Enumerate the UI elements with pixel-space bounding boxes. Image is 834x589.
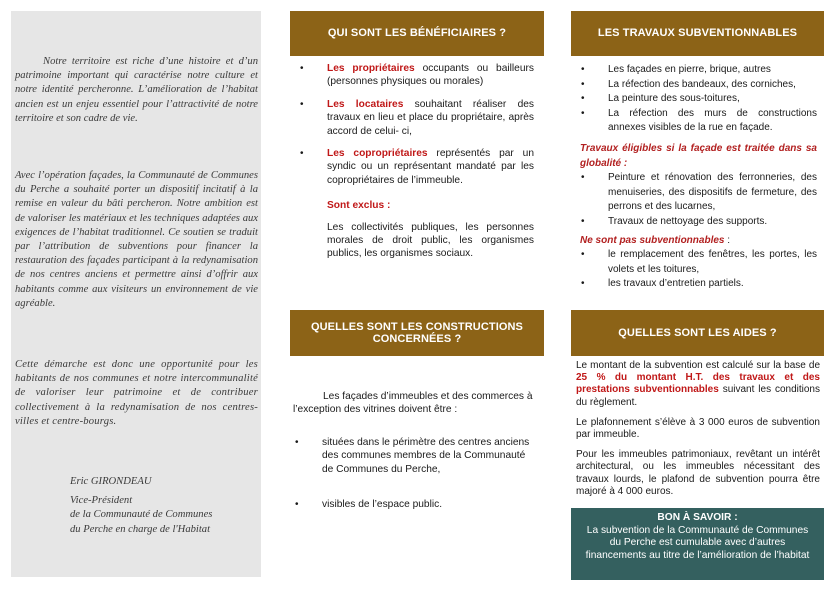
beneficiary-text: occupants ou bailleurs (personnes physiques ou morales) — [327, 63, 534, 88]
bullet-icon: • — [581, 64, 585, 75]
bullet-icon: • — [581, 249, 585, 261]
aides-paragraph-1 — [576, 360, 820, 409]
beneficiary-text: souhaitant réaliser des travaux en lieu et place du propriétaire, après accord de celui- ci, — [327, 98, 534, 137]
constructions-intro: Les façades d’immeubles et des commerces à l’exception des vitrines doivent être : — [293, 391, 533, 416]
list-item — [290, 436, 538, 476]
travaux-block — [571, 63, 817, 292]
list-item — [571, 171, 817, 215]
non-subventionnable-colon: : — [724, 234, 731, 246]
aides-text: suivant les conditions du règlement. — [576, 384, 820, 408]
travaux-item: Les façades en pierre, brique, autres — [608, 64, 771, 75]
travaux-header: LES TRAVAUX SUBVENTIONNABLES — [571, 11, 824, 56]
list-item — [571, 78, 817, 93]
bullet-icon: • — [581, 172, 585, 184]
signature-role-2: de la Communauté de Communes — [70, 509, 213, 520]
bullet-icon: • — [581, 78, 585, 90]
list-item — [571, 248, 817, 277]
travaux-item: La réfection des murs de constructions annexes visibles de la rue en façade. — [608, 107, 817, 134]
aides-paragraph-2: Le plafonnement s’élève à 3 000 euros de subvention par immeuble. — [576, 416, 820, 441]
non-item: les travaux d’entretien partiels. — [608, 278, 744, 290]
list-item — [290, 98, 534, 138]
beneficiary-term: Les propriétaires — [327, 63, 415, 74]
intro-paragraph-1: Notre territoire est riche d’une histoire et d’un patrimoine important qui caractérise notre culture et notre identité percheronne. L’amélioration de l’habitat ancien est un enjeu essentiel pour l’attractivité de notre territoire et son cadre de vie. — [15, 56, 258, 124]
intro-paragraph-3: Cette démarche est donc une opportunité pour les habitants de nos communes et notre intercommunalité de valoriser leur patrimoine et de contribuer collectivement à la redynamisation de nos centres-villes et centre-bourgs. — [15, 359, 258, 427]
intro-text-block-2 — [15, 169, 258, 311]
bullet-icon: • — [581, 93, 585, 105]
aides-block — [576, 360, 820, 498]
bullet-icon: • — [300, 98, 304, 110]
intro-paragraph-2: Avec l’opération façades, la Communauté de Communes du Perche a souhaité porter un dispositif incitatif à la remise en valeur du bâti percheron. Notre ambition est de valoriser les matériaux et les techniques adaptées aux exigences de l’habitat traditionnel. Ce soutien se traduit par l’attribution de subventions pour financer la restauration des façades participant à la redynamisation de nos centres anciens et permettre ainsi d’offrir aux habitants comme aux visiteurs un environnement de vie agréable. — [15, 170, 258, 309]
signature-block — [70, 475, 260, 537]
bon-title: BON À SAVOIR : — [657, 512, 738, 523]
non-subventionnable-line — [571, 234, 817, 249]
travaux-item: La peinture des sous-toitures, — [608, 93, 740, 105]
list-item — [290, 498, 538, 511]
bullet-icon: • — [300, 148, 304, 160]
list-item — [571, 63, 817, 78]
bon-text: La subvention de la Communauté de Communes du Perche est cumulable avec d’autres financements au titre de l’amélioration de l’habitat — [585, 524, 810, 561]
beneficiary-text: représentés par un syndic ou un représentant mandaté par les copropriétaires de l’immeuble. — [327, 148, 534, 186]
construction-item: visibles de l’espace public. — [322, 499, 443, 511]
exclus-text: Les collectivités publiques, les personnes morales de droit public, les organismes publics, les organismes sociaux. — [327, 221, 534, 260]
beneficiaires-list — [290, 62, 534, 261]
bullet-icon: • — [581, 278, 585, 290]
signature-role-3: du Perche en charge de l'Habitat — [70, 523, 211, 535]
aides-highlight: 25 % du montant H.T. des travaux et des prestations subventionnables — [576, 372, 820, 396]
aides-paragraph-3: Pour les immeubles patrimoniaux, revêtant un intérêt architectural, ou les immeubles nécessitant des travaux lourds, le plafond de subvention pourra être majoré à 4 000 euros. — [576, 449, 820, 497]
signature-role-1: Vice-Président — [70, 494, 133, 506]
beneficiary-term: Les locataires — [327, 98, 404, 110]
constructions-block — [290, 390, 538, 520]
beneficiaires-header: QUI SONT LES BÉNÉFICIAIRES ? — [290, 11, 544, 56]
list-item — [571, 277, 817, 292]
aides-text: Le montant de la subvention est calculé sur la base de — [576, 360, 820, 371]
non-item: le remplacement des fenêtres, les portes, les volets et les toitures, — [608, 249, 817, 275]
intro-text-block-3 — [15, 358, 258, 429]
bullet-icon: • — [295, 499, 299, 511]
aides-header: QUELLES SONT LES AIDES ? — [571, 310, 824, 356]
travaux-item: La réfection des bandeaux, des corniches, — [608, 78, 796, 90]
list-item — [571, 215, 817, 230]
list-item — [571, 107, 817, 136]
list-item — [290, 62, 534, 89]
eligible-item: Peinture et rénovation des ferronneries, des menuiseries, des dispositifs de fermeture, des perrons et des lucarnes, — [608, 172, 817, 213]
constructions-header: QUELLES SONT LES CONSTRUCTIONS CONCERNÉES ? — [290, 310, 544, 356]
construction-item: situées dans le périmètre des centres anciens des communes membres de la Communauté de Communes du Perche, — [322, 436, 530, 475]
eligible-title: Travaux éligibles si la façade est traitée dans sa globalité : — [580, 142, 817, 169]
bon-a-savoir-box — [571, 508, 824, 580]
eligible-item: Travaux de nettoyage des supports. — [608, 215, 768, 227]
bullet-icon: • — [581, 215, 585, 227]
exclus-title: Sont exclus : — [327, 200, 391, 212]
signature-name: Eric GIRONDEAU — [70, 476, 152, 487]
bullet-icon: • — [300, 63, 304, 74]
non-subventionnable-title: Ne sont pas subventionnables — [580, 234, 725, 246]
bullet-icon: • — [295, 436, 299, 448]
beneficiary-term: Les copropriétaires — [327, 148, 428, 160]
list-item — [290, 147, 534, 187]
list-item — [571, 92, 817, 107]
bullet-icon: • — [581, 107, 585, 119]
intro-text-block — [15, 55, 258, 126]
